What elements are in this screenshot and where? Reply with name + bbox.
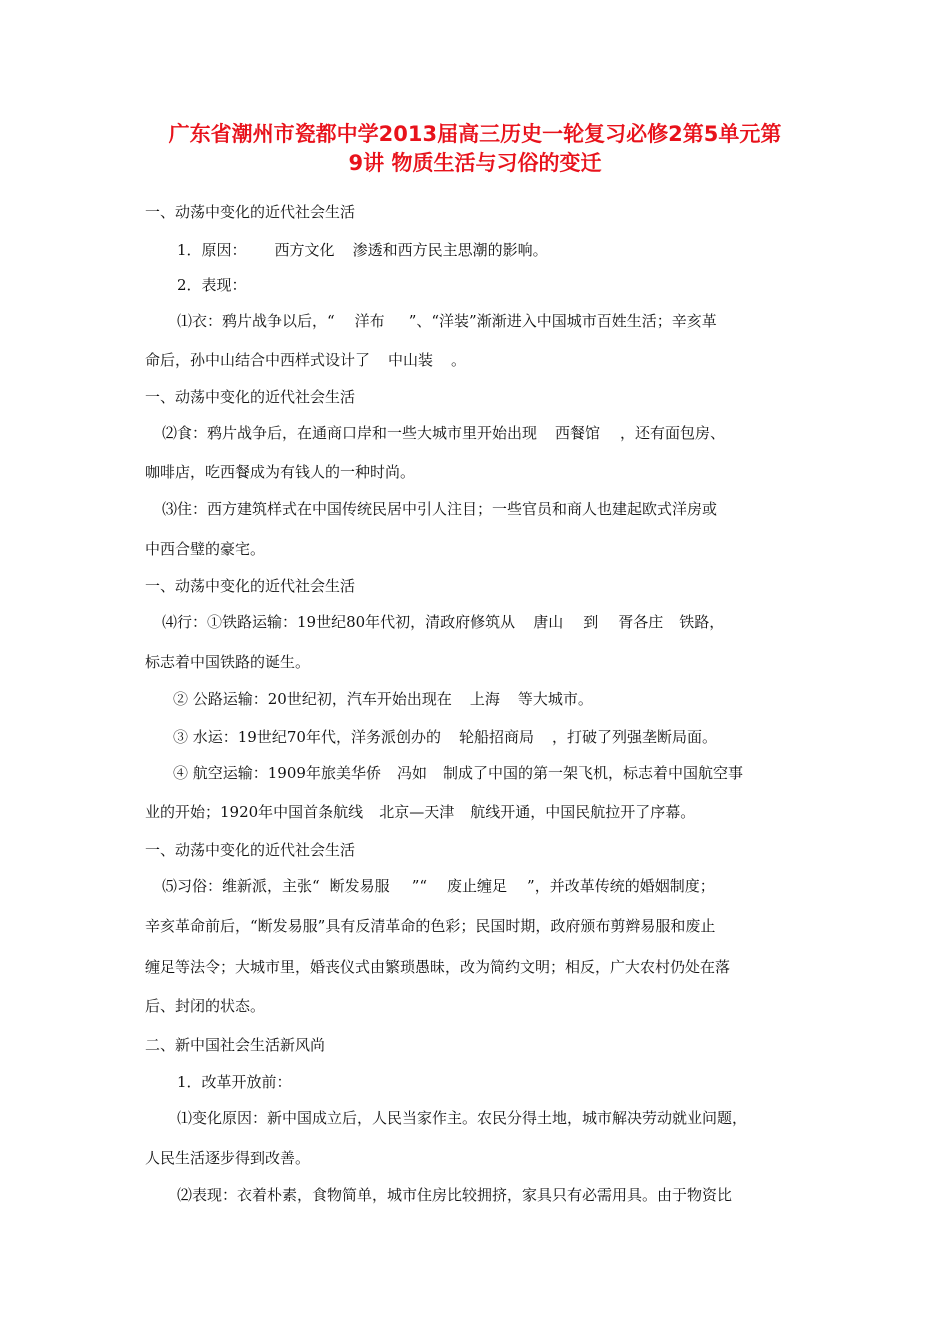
paragraph-line: 辛亥革命前后，“断发易服”具有反清革命的色彩；民国时期，政府颁布剪辫易服和废止 [145,917,716,935]
fill-answer: 废止缠足 [447,877,508,895]
paragraph-line: ⑴衣：鸦片战争以后，“ 洋布 ”、“洋装”渐渐进入中国城市百姓生活；辛亥革 [177,312,717,330]
paragraph-line: 标志着中国铁路的诞生。 [145,653,311,671]
fill-answer: 西餐馆 [555,424,601,442]
fill-answer: 北京—天津 [379,803,455,821]
fill-answer: 胥各庄 [618,613,664,631]
paragraph-line: ⑵表现：衣着朴素，食物简单，城市住房比较拥挤，家具只有必需用具。由于物资比 [177,1186,733,1204]
section-heading: 一、动荡中变化的近代社会生活 [145,388,356,406]
paragraph-line: 咖啡店，吃西餐成为有钱人的一种时尚。 [145,463,416,481]
paragraph-line: 1．原因： 西方文化 渗透和西方民主思潮的影响。 [177,241,548,259]
fill-answer: 断发易服 [329,877,390,895]
paragraph-line: ⑵食：鸦片战争后，在通商口岸和一些大城市里开始出现 西餐馆 ，还有面包房、 [162,424,726,442]
title-line-2: 9讲 物质生活与习俗的变迁 [348,151,602,175]
fill-answer: 冯如 [396,764,427,782]
document-title [120,120,830,178]
paragraph-line: 业的开始；1920年中国首条航线 北京—天津 航线开通，中国民航拉开了序幕。 [145,803,696,821]
section-heading: 一、动荡中变化的近代社会生活 [145,577,356,595]
fill-answer: 中山装 [388,351,434,369]
paragraph-line: 后、封闭的状态。 [145,997,266,1015]
section-heading: 一、动荡中变化的近代社会生活 [145,841,356,859]
paragraph-line: ③ 水运：19世纪70年代，洋务派创办的 轮船招商局 ，打破了列强垄断局面。 [173,728,717,746]
paragraph-line: ⑶住：西方建筑样式在中国传统民居中引人注目；一些官员和商人也建起欧式洋房或 [162,500,718,518]
paragraph-line: ⑷行：①铁路运输：19世纪80年代初，清政府修筑从 唐山 到 胥各庄 铁路， [162,613,725,631]
paragraph-line: 命后，孙中山结合中西样式设计了 中山装 。 [145,351,467,369]
paragraph-line: ② 公路运输：20世纪初，汽车开始出现在 上海 等大城市。 [173,690,593,708]
fill-answer: 西方文化 [274,241,335,259]
fill-answer: 洋布 [354,312,385,330]
title-line-1: 广东省潮州市瓷都中学2013届高三历史一轮复习必修2第5单元第 [168,122,782,146]
paragraph-line: 缠足等法令；大城市里，婚丧仪式由繁琐愚昧，改为简约文明；相反，广大农村仍处在落 [145,958,731,976]
paragraph-line: 1．改革开放前： [177,1073,292,1091]
paragraph-line: 2．表现： [177,276,247,294]
paragraph-line: 中西合璧的豪宅。 [145,540,266,558]
section-heading: 一、动荡中变化的近代社会生活 [145,203,356,221]
fill-answer: 轮船招商局 [458,728,534,746]
paragraph-line: 人民生活逐步得到改善。 [145,1149,311,1167]
fill-answer: 上海 [469,690,500,708]
fill-answer: 唐山 [533,613,564,631]
paragraph-line: ⑸习俗：维新派，主张“ 断发易服 ”“ 废止缠足 ”，并改革传统的婚姻制度； [162,877,715,895]
paragraph-line: ④ 航空运输：1909年旅美华侨 冯如 制成了中国的第一架飞机，标志着中国航空事 [173,764,743,782]
section-heading: 二、新中国社会生活新风尚 [145,1036,326,1054]
paragraph-line: ⑴变化原因：新中国成立后，人民当家作主。农民分得土地，城市解决劳动就业问题， [177,1109,748,1127]
